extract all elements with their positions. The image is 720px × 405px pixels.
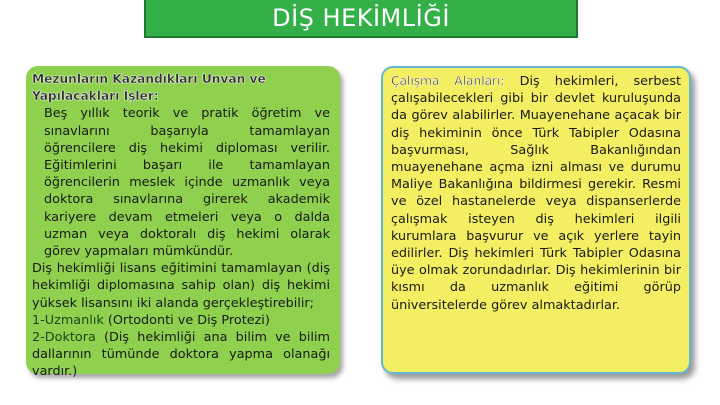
page-title: DİŞ HEKİMLİĞİ <box>272 4 450 32</box>
work-areas-text: Diş hekimleri, serbest çalışabilecekleri gibi bir devlet kuruluşunda da görev alabilirler. Muayenehane açacak bir diş hekiminin önce Türk Tabipler Odasına başvurması, Sağlık Bakanlığından muayenehane açma izni alması ve durumu Maliye Bakanlığına bildirmesi gerekir. Resmi ve özel hastanelerde veya dispanserlerde çalışmak isteyen diş hekimleri ilgili kurumlara başvurur ve açık yerlere tayin edilirler. Diş hekimleri Türk Tabipler Odasına üye olmak zorundadırlar. Diş hekimlerinin bir kısmı da uzmanlık eğitimi görüp üniversitelerde görev almaktadırlar. <box>391 74 681 313</box>
doctorate-text: (Diş hekimliği ana bilim ve bilim dallarının tümünde doktora yapma olanağı vardır.) <box>32 330 330 380</box>
graduate-titles-content <box>32 71 330 380</box>
work-areas-panel <box>381 66 691 374</box>
specialization-text: (Ortodonti ve Diş Protezi) <box>103 312 270 328</box>
work-areas-heading: Çalışma Alanları: <box>391 74 505 88</box>
specialization-item <box>32 312 330 329</box>
graduate-titles-panel <box>26 66 340 380</box>
graduate-titles-paragraph-1: Beş yıllık teorik ve pratik öğretim ve sınavlarını başarıyla tamamlayan öğrencilere diş hekimi diploması verilir. Eğitimlerini başarı ile tamamlayan öğrencilerin meslek içinde uzmanlık veya doktora sınavlarına girerek akademik kariyere devam etmeleri veya o dalda uzman veya doktoralı diş hekimi olarak görev yapmaları mümkündür. <box>44 106 330 260</box>
graduate-titles-paragraph-2: Diş hekimliği lisans eğitimini tamamlayan (diş hekimliği diplomasına sahip olan) diş hekimi yüksek lisansını iki alanda gerçekleştirebilir; <box>32 261 330 311</box>
graduate-titles-heading: Mezunların Kazandıkları Unvan ve Yapılacakları İşler: <box>32 72 266 104</box>
specialization-label: 1-Uzmanlık <box>32 312 104 328</box>
doctorate-label: 2-Doktora <box>32 330 96 346</box>
title-banner <box>144 0 578 38</box>
work-areas-content <box>391 73 681 368</box>
doctorate-item <box>32 329 330 381</box>
